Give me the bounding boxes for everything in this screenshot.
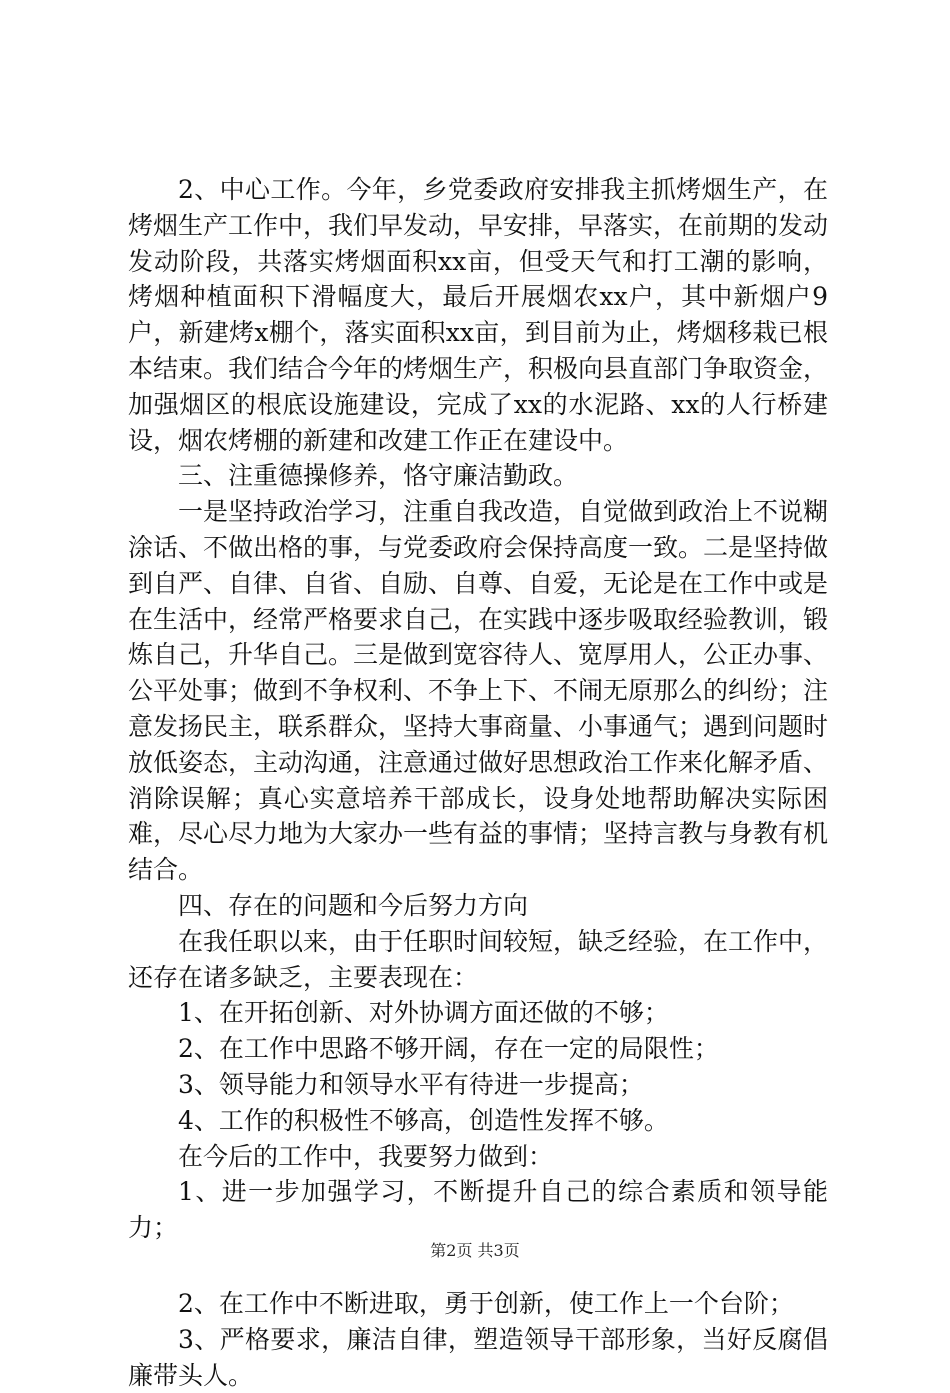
list-item-goal-2: 2、在工作中不断进取，勇于创新，使工作上一个台阶；	[178, 1288, 794, 1318]
paragraph-future-intro: 在今后的工作中，我要努力做到：	[178, 1141, 554, 1171]
paragraph-central-work: 2、中心工作。今年，乡党委政府安排我主抓烤烟生产，在烤烟生产工作中，我们早发动，早安排，早落实，在前期的发动发动阶段，共落实烤烟面积xx亩，但受天气和打工潮的影响，烤烟种植面积下滑幅度大，最后开展烟农xx户，其中新烟户9户，新建烤x棚个，落实面积xx亩，到目前为止，烤烟移栽已根本结束。我们结合今年的烤烟生产，积极向县直部门争取资金，加强烟区的根底设施建设，完成了xx的水泥路、xx的人行桥建设，烟农烤棚的新建和改建工作正在建设中。	[128, 175, 829, 455]
paragraph-integrity: 一是坚持政治学习，注重自我改造，自觉做到政治上不说糊涂话、不做出格的事，与党委政府会保持高度一致。二是坚持做到自严、自律、自省、自励、自尊、自爱，无论是在工作中或是在生活中，经常严格要求自己，在实践中逐步吸取经验教训，锻炼自己，升华自己。三是做到宽容待人、宽厚用人，公正办事、公平处事；做到不争权利、不争上下、不闹无原那么的纠纷；注意发扬民主，联系群众，坚持大事商量、小事通气；遇到问题时放低姿态，主动沟通，注意通过做好思想政治工作来化解矛盾、消除误解；真心实意培养干部成长，设身处地帮助解决实际困难，尽心尽力地为大家办一些有益的事情；坚持言教与身教有机结合。	[128, 497, 829, 885]
list-item-problem-4: 4、工作的积极性不够高，创造性发挥不够。	[178, 1105, 669, 1135]
list-item-goal-3: 3、严格要求，廉洁自律，塑造领导干部形象，当好反腐倡廉带头人。	[128, 1324, 828, 1390]
list-item-problem-3: 3、领导能力和领导水平有待进一步提高；	[178, 1069, 644, 1099]
section-heading-integrity: 三、注重德操修养，恪守廉洁勤政。	[178, 461, 579, 491]
paragraph-problems-intro: 在我任职以来，由于任职时间较短，缺乏经验，在工作中，还存在诸多缺乏，主要表现在：	[128, 926, 829, 992]
page-footer: 第2页 共3页	[430, 1241, 520, 1260]
document-body	[128, 172, 828, 1393]
list-item-problem-1: 1、在开拓创新、对外协调方面还做的不够；	[178, 998, 669, 1028]
list-item-goal-1: 1、进一步加强学习，不断提升自己的综合素质和领导能力；	[128, 1177, 828, 1243]
section-heading-problems: 四、存在的问题和今后努力方向	[178, 890, 529, 920]
list-item-problem-2: 2、在工作中思路不够开阔，存在一定的局限性；	[178, 1034, 719, 1064]
